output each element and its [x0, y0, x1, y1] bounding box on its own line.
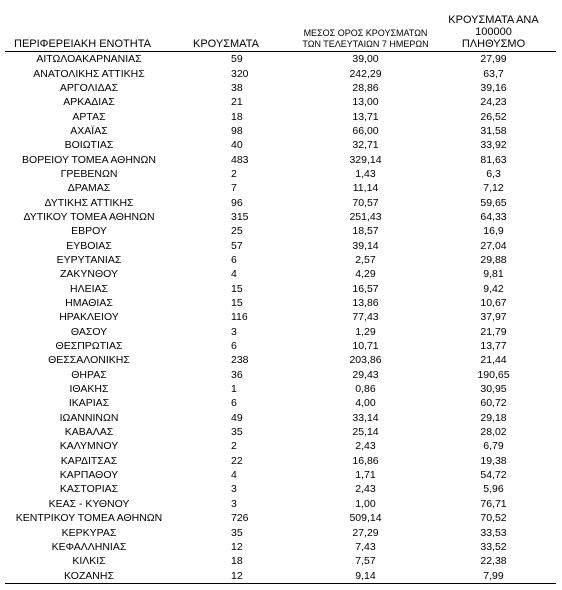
- cases-cell: 12: [231, 540, 243, 553]
- region-cell: ΑΡΓΟΛΙΔΑΣ: [59, 81, 119, 94]
- table-row: [5, 439, 556, 453]
- cases-cell: 96: [231, 196, 243, 209]
- cases-cell: 15: [231, 297, 243, 310]
- region-cell: ΑΡΚΑΔΙΑΣ: [63, 96, 115, 109]
- cases-cell: 21: [231, 96, 243, 109]
- table-row: [5, 454, 556, 468]
- rate-cell: 6,79: [483, 440, 504, 453]
- cases-cell: 6: [231, 397, 237, 410]
- rate-cell: 7,12: [483, 182, 504, 195]
- table-row: [5, 525, 556, 539]
- rate-cell: 54,72: [480, 469, 507, 482]
- cases-cell: 98: [231, 124, 243, 137]
- table-row: [5, 95, 556, 109]
- table-row: [5, 411, 556, 425]
- cases-cell: 2: [231, 167, 237, 180]
- region-cell: ΔΥΤΙΚΗΣ ΑΤΤΙΚΗΣ: [44, 196, 134, 209]
- avg-cell: 1,29: [355, 325, 376, 338]
- table-row: [5, 497, 556, 511]
- avg-cell: 11,14: [352, 182, 379, 195]
- rate-cell: 21,44: [480, 354, 507, 367]
- region-cell: ΒΟΡΕΙΟΥ ΤΟΜΕΑ ΑΘΗΝΩΝ: [22, 153, 156, 166]
- region-cell: ΚΟΖΑΝΗΣ: [5, 568, 173, 583]
- avg-cell: 27,29: [352, 526, 379, 539]
- cases-cell: 18: [231, 110, 243, 123]
- region-cell: ΚΕΝΤΡΙΚΟΥ ΤΟΜΕΑ ΑΘΗΝΩΝ: [15, 512, 163, 525]
- avg-cell: 39,14: [352, 239, 379, 252]
- rate-cell: 21,79: [480, 325, 507, 338]
- cases-cell: 35: [231, 526, 243, 539]
- region-cell: ΚΑΡΔΙΤΣΑΣ: [60, 454, 118, 467]
- rate-cell: 5,96: [483, 483, 504, 496]
- rate-cell: 63,7: [483, 67, 504, 80]
- cases-cell: 12: [173, 568, 300, 583]
- table-row: [5, 66, 556, 80]
- rate-cell: 27,04: [480, 239, 507, 252]
- table-row: [5, 353, 556, 367]
- table-row: [5, 195, 556, 209]
- table-row: [5, 382, 556, 396]
- table-row: [5, 540, 556, 554]
- table-row: [5, 109, 556, 123]
- cases-cell: 1: [231, 383, 237, 396]
- rate-cell: 13,77: [480, 340, 507, 353]
- table-row: [5, 482, 556, 496]
- table-row: [5, 282, 556, 296]
- table-row: [5, 511, 556, 525]
- table-row: [5, 52, 556, 67]
- rate-cell: 31,58: [480, 124, 507, 137]
- header-avg-line1: ΜΕΣΟΣ ΟΡΟΣ ΚΡΟΥΣΜΑΤΩΝ: [303, 28, 428, 38]
- rate-cell: 10,67: [480, 297, 507, 310]
- avg-cell: 9,14: [300, 568, 431, 583]
- avg-cell: 4,29: [355, 268, 376, 281]
- cases-cell: 59: [231, 53, 243, 66]
- cases-cell: 22: [231, 454, 243, 467]
- table-row: [5, 368, 556, 382]
- avg-cell: 28,86: [352, 81, 379, 94]
- rate-cell: 59,65: [480, 196, 507, 209]
- avg-cell: 25,14: [352, 426, 379, 439]
- avg-cell: 70,57: [352, 196, 379, 209]
- region-cell: ΚΑΡΠΑΘΟΥ: [59, 469, 119, 482]
- region-cell: ΒΟΙΩΤΙΑΣ: [64, 139, 114, 152]
- table-row: [5, 468, 556, 482]
- region-cell: ΑΧΑΪΑΣ: [70, 124, 108, 137]
- rate-cell: 26,52: [480, 110, 507, 123]
- region-cell: ΓΡΕΒΕΝΩΝ: [60, 167, 118, 180]
- cases-cell: 3: [231, 483, 237, 496]
- table-row: [5, 310, 556, 324]
- avg-cell: 13,00: [352, 96, 379, 109]
- region-cell: ΚΙΛΚΙΣ: [72, 555, 106, 568]
- region-cell: ΑΡΤΑΣ: [72, 110, 106, 123]
- region-cell: ΕΥΒΟΙΑΣ: [66, 239, 112, 252]
- rate-cell: 81,63: [480, 153, 507, 166]
- rate-cell: 29,18: [480, 411, 507, 424]
- avg-cell: 66,00: [352, 124, 379, 137]
- avg-cell: 77,43: [352, 311, 379, 324]
- cases-cell: 15: [231, 282, 243, 295]
- avg-cell: 7,43: [355, 540, 376, 553]
- region-cell: ΚΑΣΤΟΡΙΑΣ: [59, 483, 119, 496]
- rate-cell: 37,97: [480, 311, 507, 324]
- region-cell: ΘΑΣΟΥ: [70, 325, 108, 338]
- cases-cell: 7: [231, 182, 237, 195]
- cases-table: [5, 14, 556, 584]
- region-cell: ΑΙΤΩΛΟΑΚΑΡΝΑΝΙΑΣ: [36, 53, 142, 66]
- region-cell: ΕΒΡΟΥ: [71, 225, 107, 238]
- cases-cell: 35: [231, 426, 243, 439]
- region-cell: ΙΩΑΝΝΙΝΩΝ: [59, 411, 119, 424]
- table-body: [5, 52, 556, 584]
- rate-cell: 28,02: [480, 426, 507, 439]
- table-header: [5, 14, 556, 52]
- rate-cell: 64,33: [480, 210, 507, 223]
- cases-cell: 2: [231, 440, 237, 453]
- avg-cell: 32,71: [352, 139, 379, 152]
- table-row: [5, 124, 556, 138]
- region-cell: ΗΡΑΚΛΕΙΟΥ: [59, 311, 119, 324]
- region-cell: ΗΜΑΘΙΑΣ: [65, 297, 113, 310]
- table-row: [5, 210, 556, 224]
- region-cell: ΙΚΑΡΙΑΣ: [68, 397, 110, 410]
- rate-cell: 33,52: [480, 540, 507, 553]
- cases-cell: 49: [231, 411, 243, 424]
- cases-cell: 38: [231, 81, 243, 94]
- table-row: [5, 568, 556, 583]
- cases-cell: 726: [231, 512, 249, 525]
- avg-cell: 2,43: [355, 440, 376, 453]
- avg-cell: 1,43: [355, 167, 376, 180]
- rate-cell: 27,99: [480, 53, 507, 66]
- cases-cell: 6: [231, 253, 237, 266]
- rate-cell: 190,65: [477, 368, 510, 381]
- cases-cell: 315: [231, 210, 249, 223]
- region-cell: ΙΘΑΚΗΣ: [69, 383, 109, 396]
- region-cell: ΘΕΣΣΑΛΟΝΙΚΗΣ: [48, 354, 130, 367]
- table-row: [5, 167, 556, 181]
- rate-cell: 16,9: [483, 225, 504, 238]
- avg-cell: 10,71: [352, 340, 379, 353]
- rate-cell: 29,88: [480, 253, 507, 266]
- region-cell: ΗΛΕΙΑΣ: [69, 282, 108, 295]
- avg-cell: 13,86: [352, 297, 379, 310]
- region-cell: ΘΗΡΑΣ: [71, 368, 107, 381]
- rate-cell: 9,42: [483, 282, 504, 295]
- rate-cell: 9,81: [483, 268, 504, 281]
- avg-cell: 16,57: [352, 282, 379, 295]
- table-row: [5, 339, 556, 353]
- region-cell: ΚΕΡΚΥΡΑΣ: [61, 526, 117, 539]
- rate-cell: 7,99: [431, 568, 556, 583]
- cases-cell: 36: [231, 368, 243, 381]
- table-row: [5, 152, 556, 166]
- region-cell: ΚΕΦΑΛΛΗΝΙΑΣ: [51, 540, 127, 553]
- avg-cell: 39,00: [352, 53, 379, 66]
- header-avg: [300, 14, 431, 52]
- header-rate: [431, 14, 556, 52]
- header-cases: ΚΡΟΥΣΜΑΤΑ: [173, 14, 300, 52]
- avg-cell: 509,14: [349, 512, 382, 525]
- cases-cell: 40: [231, 139, 243, 152]
- table-row: [5, 224, 556, 238]
- rate-cell: 24,23: [480, 96, 507, 109]
- region-cell: ΚΕΑΣ - ΚΥΘΝΟΥ: [48, 497, 130, 510]
- avg-cell: 29,43: [352, 368, 379, 381]
- table-row: [5, 325, 556, 339]
- rate-cell: 70,52: [480, 512, 507, 525]
- region-cell: ΖΑΚΥΝΘΟΥ: [59, 268, 118, 281]
- header-avg-line2: ΤΩΝ ΤΕΛΕΥΤΑΙΩΝ 7 ΗΜΕΡΩΝ: [302, 39, 429, 49]
- table-row: [5, 138, 556, 152]
- header-rate-line2: ΠΛΗΘΥΣΜΟ: [461, 38, 526, 50]
- region-cell: ΔΡΑΜΑΣ: [67, 182, 111, 195]
- avg-cell: 13,71: [352, 110, 379, 123]
- avg-cell: 33,14: [352, 411, 379, 424]
- avg-cell: 2,43: [355, 483, 376, 496]
- cases-cell: 57: [231, 239, 243, 252]
- region-cell: ΑΝΑΤΟΛΙΚΗΣ ΑΤΤΙΚΗΣ: [33, 67, 145, 80]
- region-cell: ΕΥΡΥΤΑΝΙΑΣ: [56, 253, 122, 266]
- avg-cell: 1,00: [355, 497, 376, 510]
- avg-cell: 18,57: [352, 225, 379, 238]
- table-row: [5, 253, 556, 267]
- table-row: [5, 81, 556, 95]
- table-row: [5, 296, 556, 310]
- cases-cell: 3: [231, 325, 237, 338]
- region-cell: ΚΑΒΑΛΑΣ: [64, 426, 114, 439]
- avg-cell: 242,29: [349, 67, 382, 80]
- cases-cell: 4: [231, 469, 237, 482]
- rate-cell: 33,53: [480, 526, 507, 539]
- cases-cell: 25: [231, 225, 243, 238]
- region-cell: ΔΥΤΙΚΟΥ ΤΟΜΕΑ ΑΘΗΝΩΝ: [23, 210, 155, 223]
- region-cell: ΚΑΛΥΜΝΟΥ: [59, 440, 119, 453]
- avg-cell: 1,71: [355, 469, 376, 482]
- rate-cell: 19,38: [480, 454, 507, 467]
- header-row: [5, 14, 556, 52]
- cases-cell: 238: [231, 354, 249, 367]
- rate-cell: 33,92: [480, 139, 507, 152]
- avg-cell: 2,57: [355, 253, 376, 266]
- table-row: [5, 238, 556, 252]
- avg-cell: 0,86: [355, 383, 376, 396]
- rate-cell: 39,16: [480, 81, 507, 94]
- header-region: ΠΕΡΙΦΕΡΕΙΑΚΗ ΕΝΟΤΗΤΑ: [5, 14, 173, 52]
- cases-cell: 4: [231, 268, 237, 281]
- cases-cell: 116: [231, 311, 248, 324]
- cases-cell: 320: [231, 67, 249, 80]
- cases-cell: 18: [231, 555, 243, 568]
- table-row: [5, 181, 556, 195]
- region-cell: ΘΕΣΠΡΩΤΙΑΣ: [55, 340, 123, 353]
- rate-cell: 22,38: [480, 555, 507, 568]
- header-rate-line1: ΚΡΟΥΣΜΑΤΑ ΑΝΑ 100000: [448, 14, 539, 38]
- avg-cell: 251,43: [349, 210, 382, 223]
- cases-cell: 483: [231, 153, 249, 166]
- avg-cell: 329,14: [349, 153, 382, 166]
- avg-cell: 4,00: [355, 397, 376, 410]
- table-row: [5, 425, 556, 439]
- rate-cell: 60,72: [480, 397, 507, 410]
- rate-cell: 6,3: [486, 167, 501, 180]
- table-row: [5, 396, 556, 410]
- table-row: [5, 267, 556, 281]
- avg-cell: 7,57: [355, 555, 376, 568]
- avg-cell: 203,86: [349, 354, 382, 367]
- cases-cell: 6: [231, 340, 237, 353]
- cases-cell: 3: [231, 497, 237, 510]
- rate-cell: 30,95: [480, 383, 507, 396]
- rate-cell: 76,71: [480, 497, 507, 510]
- avg-cell: 16,86: [352, 454, 379, 467]
- table-row: [5, 554, 556, 568]
